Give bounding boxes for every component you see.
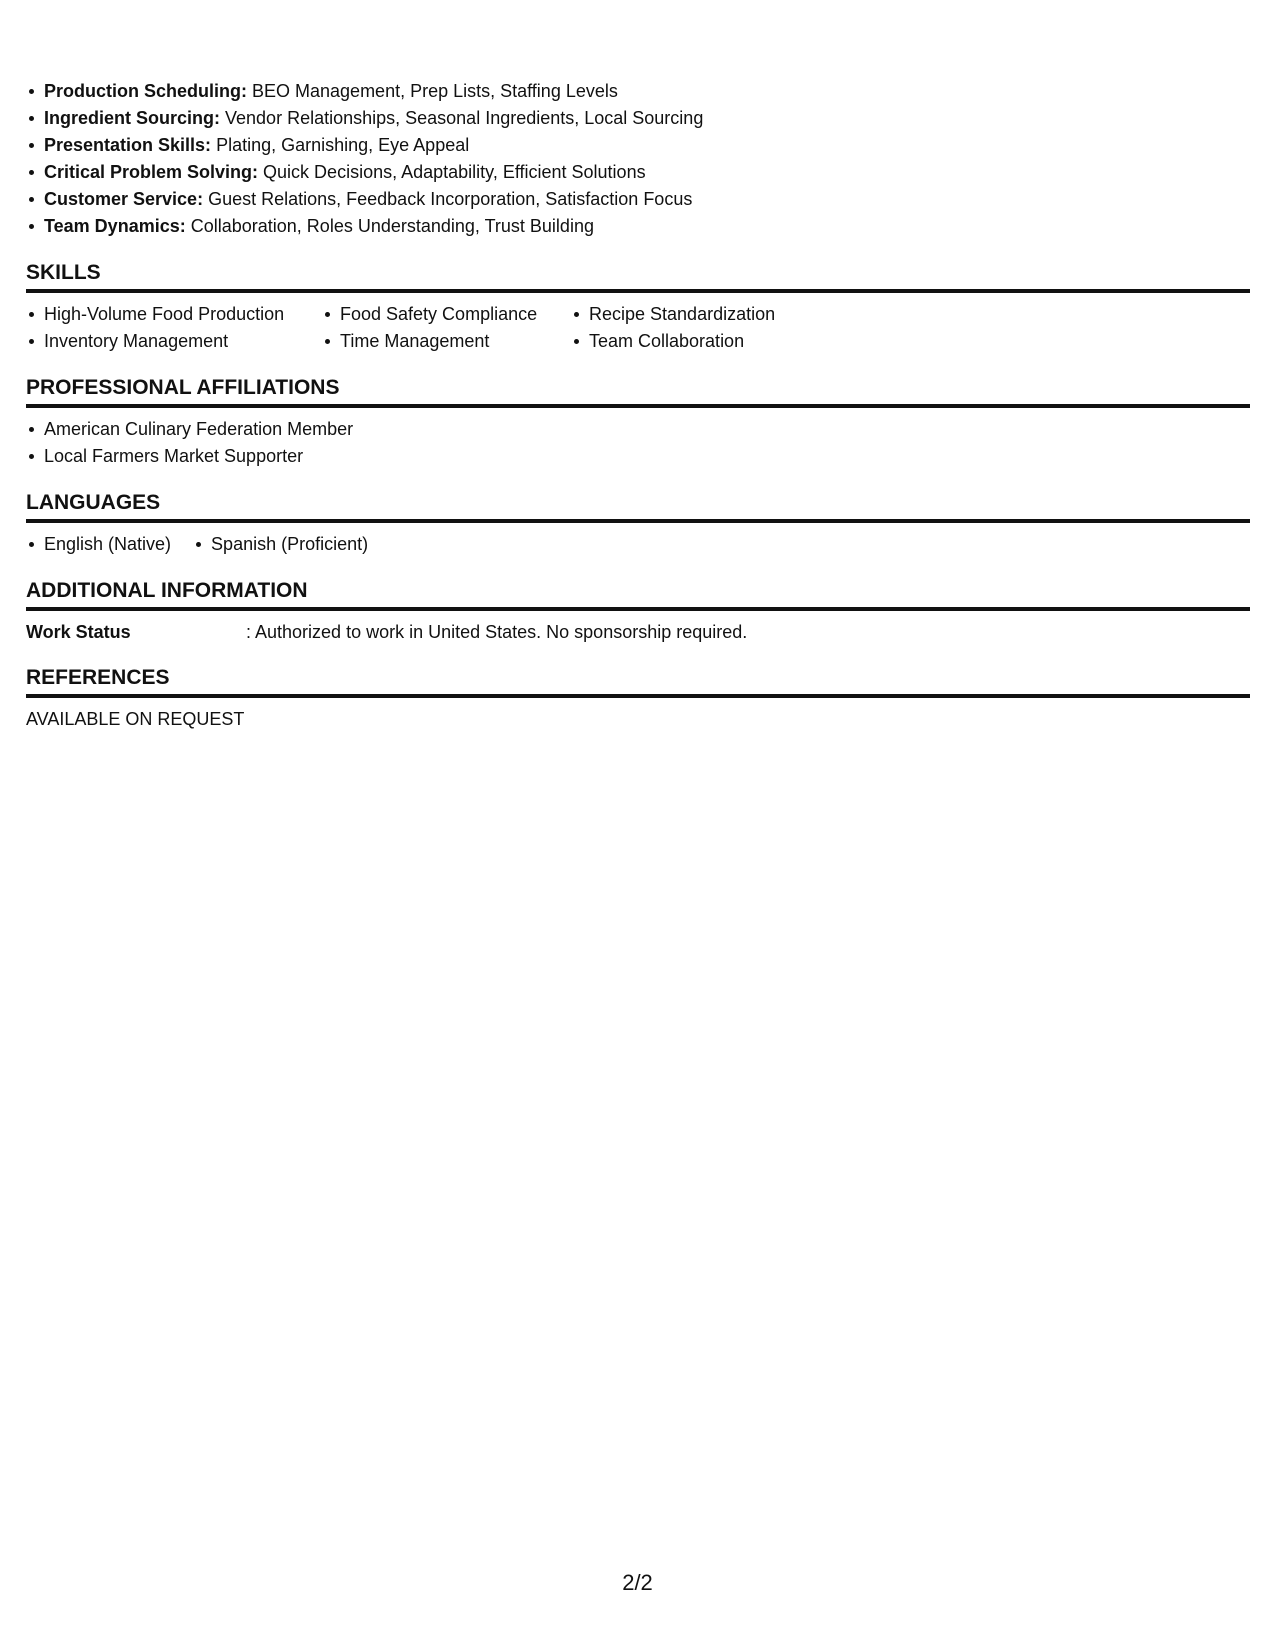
list-item [26,105,1250,132]
languages-list [26,531,1250,558]
item-label: Ingredient Sourcing: [44,108,221,128]
item-text: Quick Decisions, Adaptability, Efficient Solutions [258,162,646,182]
list-item [26,78,1250,105]
item-label: Critical Problem Solving: [44,162,259,182]
item-label: Presentation Skills: [44,135,212,155]
section-divider [26,519,1250,523]
item-text: Guest Relations, Feedback Incorporation, Satisfaction Focus [203,189,693,209]
section-title: REFERENCES [26,666,170,689]
list-item: Time Management [322,328,571,355]
section-title: SKILLS [26,261,101,284]
affiliations-list [26,416,1250,470]
work-status-label: Work Status [26,622,131,642]
list-item [26,186,1250,213]
work-status-row [26,619,1250,645]
item-label: Customer Service: [44,189,204,209]
list-item: Team Collaboration [571,328,831,355]
item-text: Vendor Relationships, Seasonal Ingredients, Local Sourcing [220,108,704,128]
list-item: Food Safety Compliance [322,301,571,328]
section-divider [26,694,1250,698]
resume-page [26,78,1250,732]
list-item: High-Volume Food Production [26,301,322,328]
list-item: Inventory Management [26,328,322,355]
list-item: American Culinary Federation Member [26,416,1250,443]
item-text: Plating, Garnishing, Eye Appeal [211,135,470,155]
list-item [26,213,1250,240]
references-section [26,664,1250,732]
section-title: PROFESSIONAL AFFILIATIONS [26,376,340,399]
skills-list [26,301,1250,355]
item-label: Production Scheduling: [44,81,247,101]
item-text: Collaboration, Roles Understanding, Trust Building [185,216,594,236]
section-title: LANGUAGES [26,491,161,514]
competencies-list [26,78,1250,240]
work-status-value: : Authorized to work in United States. No sponsorship required. [246,622,748,642]
list-item: Recipe Standardization [571,301,831,328]
page-number: 2/2 [622,1570,653,1595]
section-divider [26,289,1250,293]
list-item: Spanish (Proficient) [193,531,368,558]
additional-info-section [26,577,1250,645]
item-label: Team Dynamics: [44,216,186,236]
languages-section [26,489,1250,558]
section-divider [26,607,1250,611]
item-text: BEO Management, Prep Lists, Staffing Levels [247,81,618,101]
list-item [26,132,1250,159]
list-item: English (Native) [26,531,171,558]
list-item: Local Farmers Market Supporter [26,443,1250,470]
references-text: AVAILABLE ON REQUEST [26,709,245,729]
skills-section [26,259,1250,355]
list-item [26,159,1250,186]
section-title: ADDITIONAL INFORMATION [26,579,308,602]
affiliations-section [26,374,1250,470]
section-divider [26,404,1250,408]
